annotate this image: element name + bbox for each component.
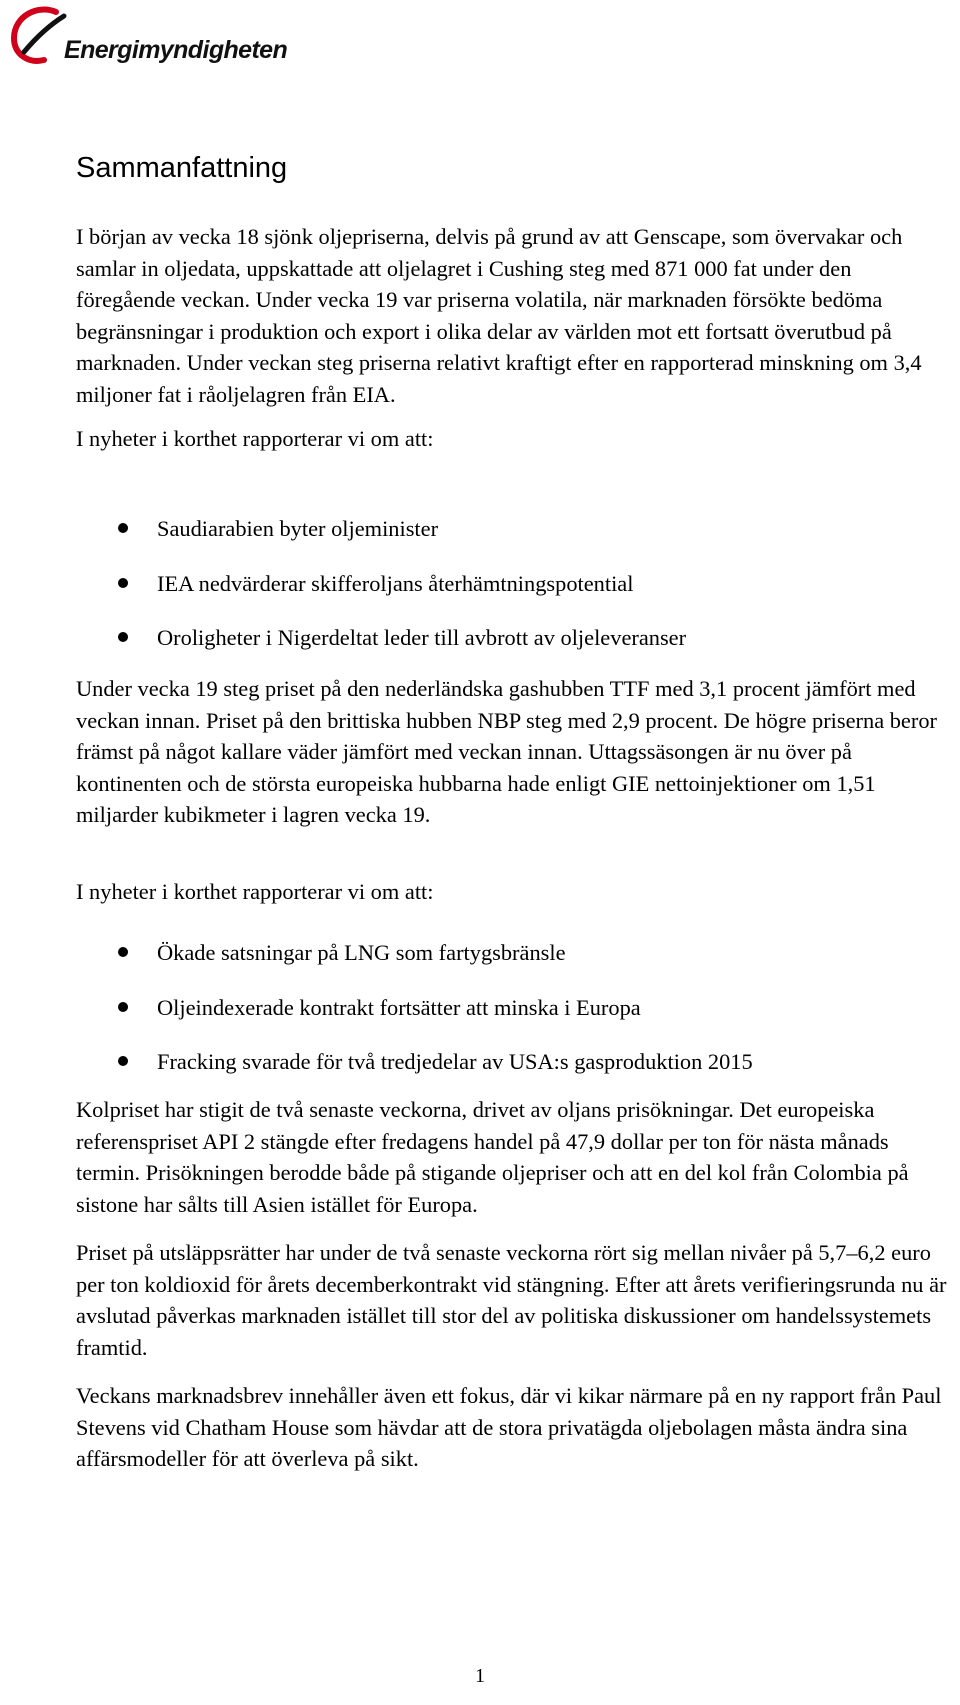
bullet-icon (118, 1002, 128, 1012)
list-item (76, 1046, 936, 1101)
page-title: Sammanfattning (76, 152, 288, 184)
list-item-text: Fracking svarade för två tredjedelar av USA:s gasproduktion 2015 (157, 1049, 753, 1074)
bullet-icon (118, 632, 128, 642)
logo-swoosh-icon (8, 6, 68, 68)
list-item (76, 992, 936, 1047)
list-item (76, 513, 936, 568)
summary-paragraph-oil: I början av vecka 18 sjönk oljepriserna, delvis på grund av att Genscape, som övervakar och samlar in oljedata, uppskattade att oljelagret i Cushing steg med 871 000 fat under den föregående veckan. Under vecka 19 var priserna volatila, när marknaden försökte bedöma begränsningar i produktion och export i olika delar av världen mot ett fortsatt överutbud på marknaden. Under veckan steg priserna relativt kraftigt efter en rapporterad minskning om 3,4 miljoner fat i råoljelagren från EIA. (76, 224, 922, 407)
news-list-gas (76, 937, 936, 1101)
list-item (76, 937, 936, 992)
summary-paragraph-coal: Kolpriset har stigit de två senaste veckorna, drivet av oljans prisökningar. Det europeiska referenspriset API 2 stängde efter fredagens handel på 47,9 dollar per ton för nästa månads termin. Prisökningen berodde både på stigande oljepriser och att en del kol från Colombia på sistone har sålts till Asien istället för Europa. (76, 1097, 909, 1217)
list-item-text: Saudiarabien byter oljeminister (157, 516, 439, 541)
summary-paragraph-gas: Under vecka 19 steg priset på den nederländska gashubben TTF med 3,1 procent jämfört med veckan innan. Priset på den brittiska hubben NBP steg med 2,9 procent. De högre priserna beror främst på något kallare väder jämfört med veckan innan. Uttagssäsongen är nu över på kontinenten och de största europeiska hubbarna hade enligt GIE nettoinjektioner om 1,51 miljarder kubikmeter i lagren vecka 19. (76, 676, 937, 827)
news-intro-gas: I nyheter i korthet rapporterar vi om att: (76, 879, 434, 904)
summary-paragraph-focus: Veckans marknadsbrev innehåller även ett fokus, där vi kikar närmare på en ny rapport från Paul Stevens vid Chatham House som hävdar att de stora privatägda oljebolagen måsta ändra sina affärsmodeller för att överleva på sikt. (76, 1383, 942, 1471)
list-item-text: Oroligheter i Nigerdeltat leder till avbrott av oljeleveranser (157, 625, 687, 650)
news-intro-oil: I nyheter i korthet rapporterar vi om att: (76, 426, 434, 451)
bullet-icon (118, 578, 128, 588)
energimyndigheten-logo (8, 6, 288, 70)
list-item-text: IEA nedvärderar skifferoljans återhämtningspotential (157, 570, 634, 596)
list-item (76, 568, 936, 623)
news-list-oil (76, 513, 936, 677)
page-number: 1 (475, 1665, 485, 1687)
bullet-icon (118, 1056, 128, 1066)
summary-paragraph-emissions: Priset på utsläppsrätter har under de två senaste veckorna rört sig mellan nivåer på 5,7–6,2 euro per ton koldioxid för årets decemberkontrakt vid stängning. Efter att årets verifieringsrunda nu är avslutad påverkas marknaden istället till stor del av politiska diskussioner om handelssystemets framtid. (76, 1240, 947, 1360)
list-item-text: Ökade satsningar på LNG som fartygsbränsle (157, 940, 566, 965)
list-item-text: Oljeindexerade kontrakt fortsätter att minska i Europa (157, 994, 641, 1020)
list-item (76, 622, 936, 677)
bullet-icon (118, 523, 128, 533)
logo-text: Energimyndigheten (64, 36, 288, 64)
bullet-icon (118, 947, 128, 957)
